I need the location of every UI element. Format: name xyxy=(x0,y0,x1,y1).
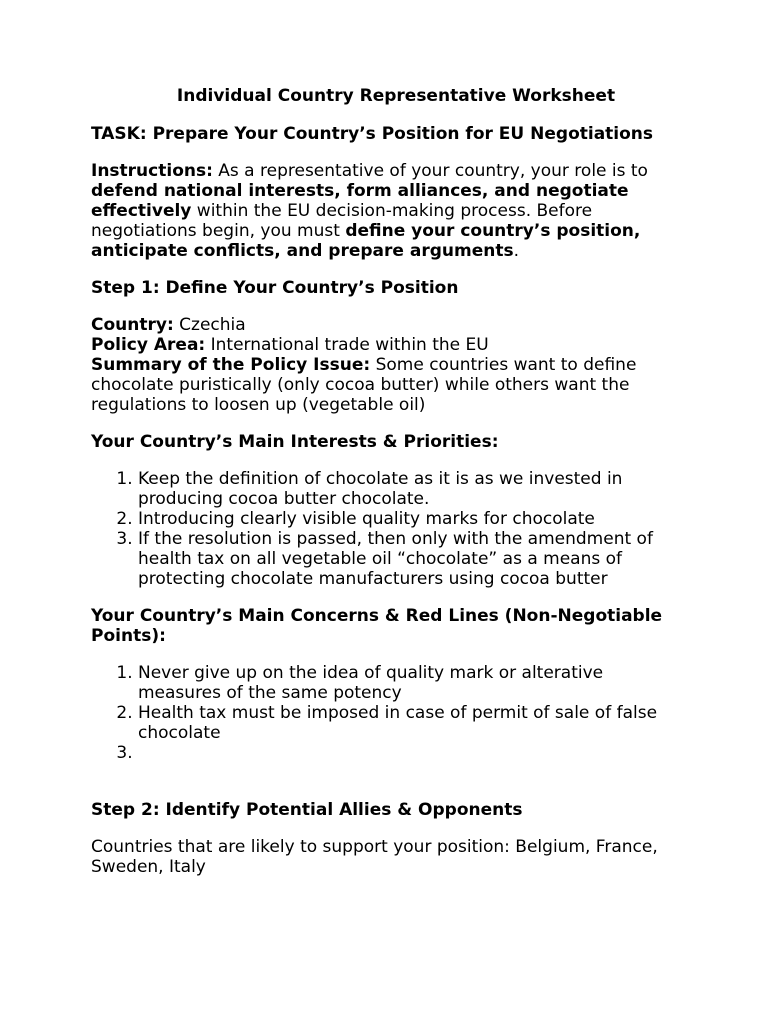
instructions-text-1: As a representative of your country, your role is to xyxy=(212,161,648,181)
policy-area-field xyxy=(91,335,691,355)
list-item: 2. Introducing clearly visible quality marks for chocolate xyxy=(138,509,691,529)
policy-area-value: International trade within the EU xyxy=(205,335,489,355)
country-field xyxy=(91,315,691,335)
country-label: Country: xyxy=(91,315,174,335)
policy-summary-field xyxy=(91,355,691,415)
country-value: Czechia xyxy=(173,315,246,335)
interests-heading: Your Country’s Main Interests & Priorities: xyxy=(91,432,499,452)
instructions-label: Instructions: xyxy=(91,161,213,181)
instructions-text-3: . xyxy=(513,241,519,261)
position-fields xyxy=(91,315,691,415)
policy-area-label: Policy Area: xyxy=(91,335,206,355)
concerns-list xyxy=(91,663,691,763)
instructions-text-2: within the EU decision-making process. Before negotiations begin, you must xyxy=(91,201,593,241)
instructions-bold-2: define your country’s position, anticipate conflicts, and prepare arguments xyxy=(91,221,641,261)
policy-summary-label: Summary of the Policy Issue: xyxy=(91,355,371,375)
policy-summary-value: Some countries want to define chocolate puristically (only cocoa butter) while others want the regulations to loosen up (vegetable oil) xyxy=(91,355,637,415)
step1-heading: Step 1: Define Your Country’s Position xyxy=(91,278,459,298)
document-title: Individual Country Representative Worksheet xyxy=(176,86,616,106)
document-body xyxy=(91,86,691,877)
list-item: 1. Keep the definition of chocolate as it is as we invested in producing cocoa butter chocolate. xyxy=(138,469,691,509)
supporters-paragraph: Countries that are likely to support your position: Belgium, France, Sweden, Italy xyxy=(91,837,658,877)
list-item: 1. Never give up on the idea of quality mark or alterative measures of the same potency xyxy=(138,663,691,703)
list-item: 3. If the resolution is passed, then only with the amendment of health tax on all vegetable oil “chocolate” as a means of protecting chocolate manufacturers using cocoa butter xyxy=(138,529,691,589)
concerns-heading: Your Country’s Main Concerns & Red Lines (Non-Negotiable Points): xyxy=(91,606,663,646)
instructions-bold-1: defend national interests, form alliances, and negotiate effectively xyxy=(91,181,629,221)
list-item xyxy=(138,743,691,763)
list-item: 2. Health tax must be imposed in case of permit of sale of false chocolate xyxy=(138,703,691,743)
step2-heading: Step 2: Identify Potential Allies & Opponents xyxy=(91,800,523,820)
task-heading: TASK: Prepare Your Country’s Position for EU Negotiations xyxy=(91,124,654,144)
interests-list xyxy=(91,469,691,589)
instructions-paragraph xyxy=(91,161,691,261)
